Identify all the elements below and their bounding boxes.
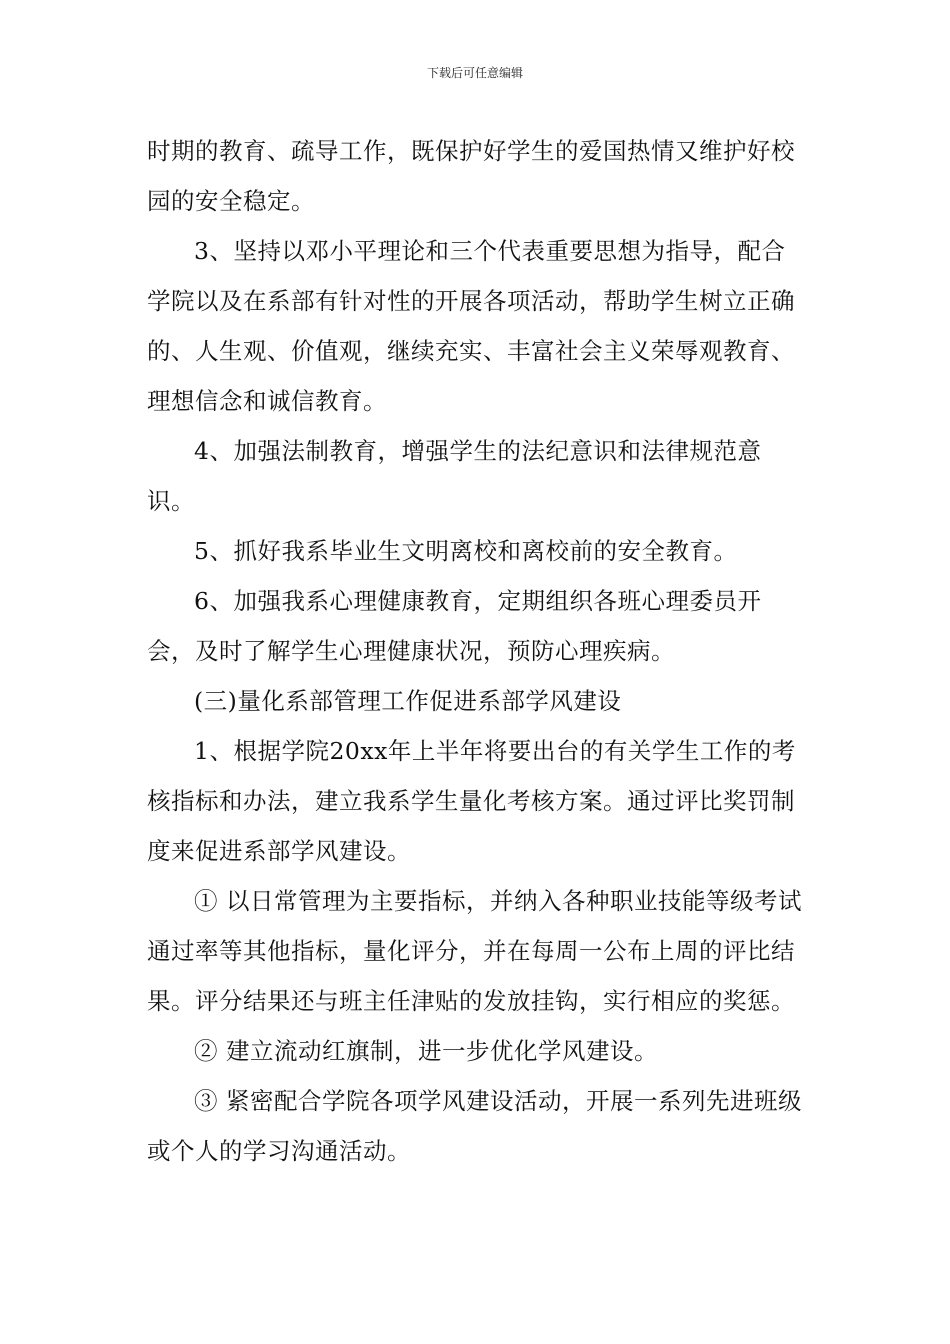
paragraph-item-3: 3、坚持以邓小平理论和三个代表重要思想为指导，配合学院以及在系部有针对性的开展各项活动，帮助学生树立正确的、人生观、价值观，继续充实、丰富社会主义荣辱观教育、理想信念和诚信教育。 <box>147 237 795 415</box>
section-heading-3: (三)量化系部管理工作促进系部学风建设 <box>194 687 622 715</box>
paragraph-subitem-1: ① 以日常管理为主要指标，并纳入各种职业技能等级考试通过率等其他指标，量化评分，并在每周一公布上周的评比结果。评分结果还与班主任津贴的发放挂钩，实行相应的奖惩。 <box>147 887 802 1015</box>
paragraph-item-4: 4、加强法制教育，增强学生的法纪意识和法律规范意识。 <box>147 437 762 515</box>
paragraph-continuation: 时期的教育、疏导工作，既保护好学生的爱国热情又维护好校园的安全稳定。 <box>147 137 795 215</box>
paragraph-subitem-2: ② 建立流动红旗制，进一步优化学风建设。 <box>194 1037 658 1065</box>
paragraph-subitem-3: ③ 紧密配合学院各项学风建设活动，开展一系列先进班级或个人的学习沟通活动。 <box>147 1087 802 1165</box>
paragraph-item-5: 5、抓好我系毕业生文明离校和离校前的安全教育。 <box>194 537 738 565</box>
page-header: 下载后可任意编辑 <box>426 66 523 80</box>
paragraph-item-6: 6、加强我系心理健康教育，定期组织各班心理委员开会，及时了解学生心理健康状况，预防心理疾病。 <box>147 587 762 665</box>
document-body <box>147 126 807 1176</box>
paragraph-item-1: 1、根据学院20xx年上半年将要出台的有关学生工作的考核指标和办法，建立我系学生量化考核方案。通过评比奖罚制度来促进系部学风建设。 <box>147 737 796 865</box>
